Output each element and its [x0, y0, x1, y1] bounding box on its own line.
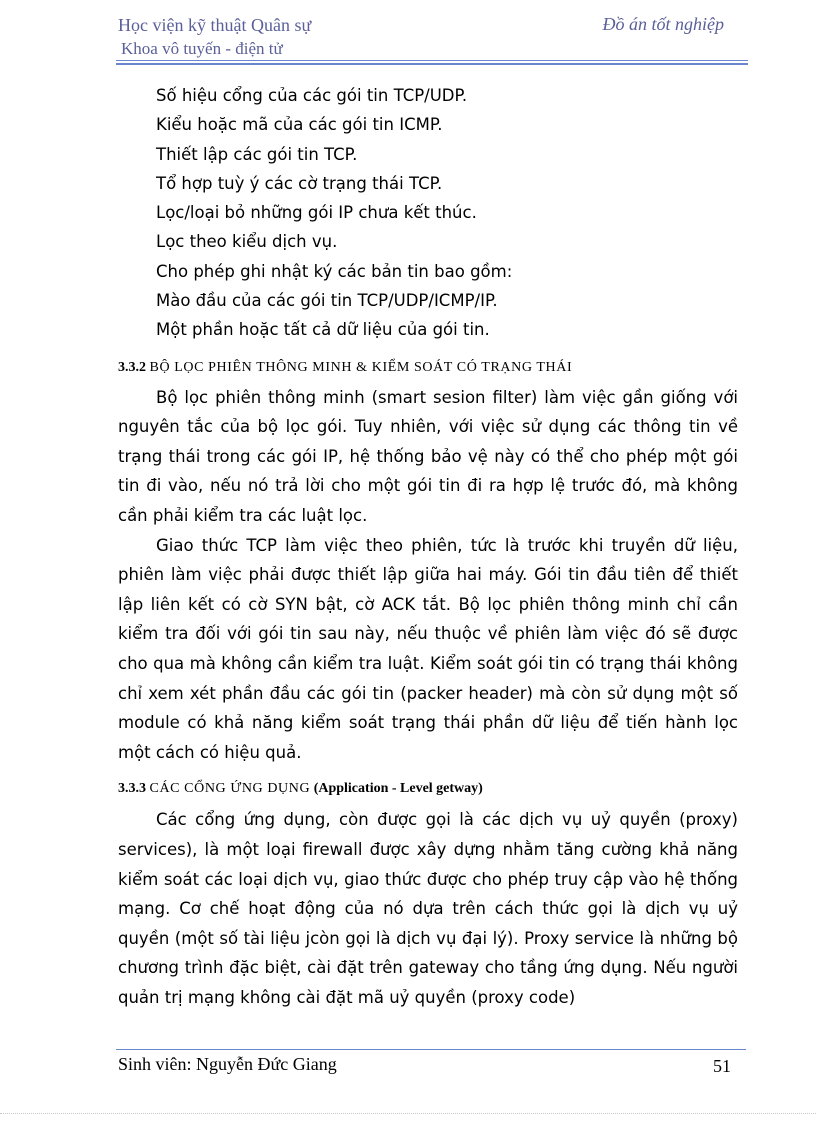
list-item: Thiết lập các gói tin TCP.	[156, 144, 358, 164]
list-item: Một phần hoặc tất cả dữ liệu của gói tin.	[156, 320, 490, 340]
section-number: 3.3.3	[118, 781, 146, 797]
list-item: Lọc/loại bỏ những gói IP chưa kết thúc.	[156, 203, 477, 223]
section-number: 3.3.2	[118, 359, 146, 375]
section-title: BỘ LỌC PHIÊN THÔNG MINH & KIỂM SOÁT CÓ TRẠNG THÁI	[149, 359, 573, 375]
list-item: Số hiệu cổng của các gói tin TCP/UDP.	[156, 86, 468, 105]
list-item: Tổ hợp tuỳ ý các cờ trạng thái TCP.	[156, 173, 443, 193]
list-item: Lọc theo kiểu dịch vụ.	[156, 232, 338, 252]
page-edge-dotted-line	[0, 1113, 816, 1114]
footer-rule	[116, 1049, 746, 1050]
faculty-name: Khoa vô tuyến - điện tử	[121, 39, 283, 58]
paragraph: Giao thức TCP làm việc theo phiên, tức là trước khi truyền dữ liệu, phiên làm việc phải được thiết lập giữa hai máy. Gói tin đầu tiên để thiết lập liên kết có cờ SYN bật, cờ ACK tắt. Bộ lọc phiên thông minh chỉ cần kiểm tra đối với gói tin sau này, nếu thuộc về phiên làm việc đó sẽ được cho qua mà không cần kiểm tra luật. Kiểm soát gói tin có trạng thái không chỉ xem xét phần đầu các gói tin (packer header) mà còn sử dụng một số module có khả năng kiểm soát trạng thái phần dữ liệu để tiến hành lọc một cách có hiệu quả.	[118, 535, 738, 762]
list-item: Kiểu hoặc mã của các gói tin ICMP.	[156, 115, 443, 135]
page-body	[118, 81, 738, 1013]
section-heading-3-3-3	[118, 779, 738, 799]
section-subtitle: (Application - Level getway)	[313, 781, 483, 797]
section-title: CÁC CỔNG ỨNG DỤNG	[149, 781, 311, 797]
paragraph: Các cổng ứng dụng, còn được gọi là các dịch vụ uỷ quyền (proxy) services), là một loại firewall được xây dựng nhằm tăng cường khả năng kiểm soát các loại dịch vụ, giao thức được cho phép truy cập vào hệ thống mạng. Cơ chế hoạt động của nó dựa trên cách thức gọi là dịch vụ uỷ quyền (một số tài liệu jcòn gọi là dịch vụ đại lý). Proxy service là những bộ chương trình đặc biệt, cài đặt trên gateway cho tầng ứng dụng. Nếu người quản trị mạng không cài đặt mã uỷ quyền (proxy code)	[118, 810, 738, 1007]
header-rule-thick	[116, 63, 748, 65]
page-header-left	[118, 14, 311, 60]
section-heading-3-3-2	[118, 358, 738, 378]
student-name: Sinh viên: Nguyễn Đức Giang	[118, 1054, 337, 1074]
institute-name: Học viện kỹ thuật Quân sự	[118, 15, 312, 35]
document-type: Đồ án tốt nghiệp	[602, 14, 724, 34]
list-item: Cho phép ghi nhật ký các bản tin bao gồm:	[156, 261, 513, 281]
feature-list	[118, 81, 738, 345]
header-rule-thin	[116, 60, 748, 61]
list-item: Mào đầu của các gói tin TCP/UDP/ICMP/IP.	[156, 291, 498, 311]
page-number: 51	[713, 1056, 731, 1076]
paragraph: Bộ lọc phiên thông minh (smart sesion filter) làm việc gần giống với nguyên tắc của bộ lọc gói. Tuy nhiên, với việc sử dụng các thông tin về trạng thái trong các gói IP, hệ thống bảo vệ này có thể cho phép một gói tin đi vào, nếu nó trả lời cho một gói tin đi ra hợp lệ trước đó, mà không cần phải kiểm tra các luật lọc.	[118, 387, 738, 526]
